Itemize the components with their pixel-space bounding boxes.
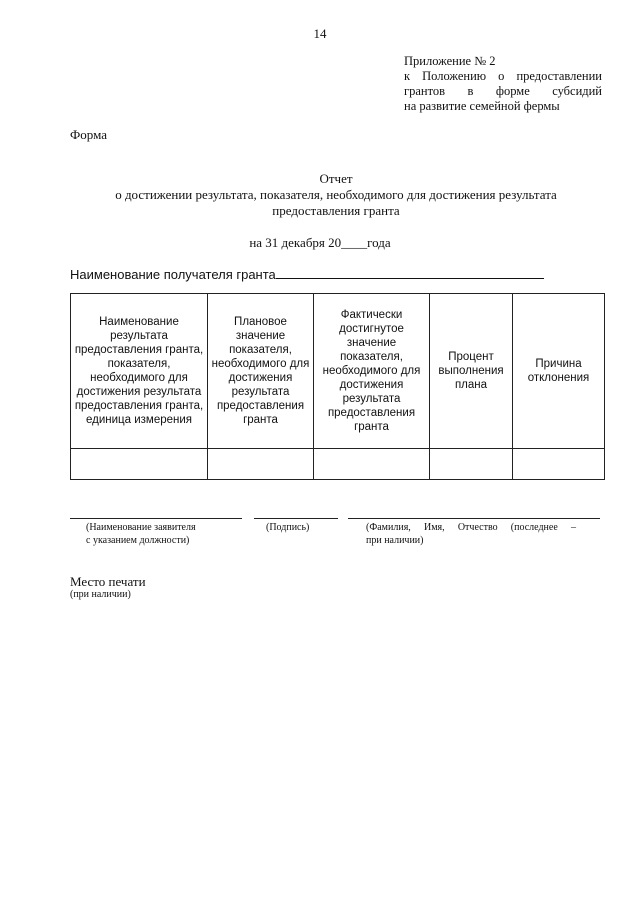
report-title [70, 171, 602, 219]
table-cell[interactable] [71, 449, 208, 480]
appendix-line-3: грантов в форме субсидий [404, 84, 602, 98]
title-line-2: о достижении результата, показателя, необходимого для достижения результата [115, 187, 557, 202]
table-header-cell: Процент выполнения плана [430, 294, 513, 449]
table-header-cell: Фактически достигнутое значение показателя, необходимого для достижения результата предоставления гранта [314, 294, 430, 449]
form-label: Форма [70, 127, 107, 142]
report-table [70, 293, 605, 480]
fio-caption [366, 521, 576, 547]
appendix-line-1: Приложение № 2 [404, 54, 496, 68]
page-number: 14 [313, 26, 327, 41]
table-cell[interactable] [314, 449, 430, 480]
applicant-signature-line[interactable] [70, 518, 242, 519]
seal-note: (при наличии) [70, 589, 131, 600]
seal-label: Место печати [70, 574, 146, 589]
table-cell[interactable] [430, 449, 513, 480]
recipient-row [70, 266, 544, 282]
table-header-cell: Плановое значение показателя, необходимого для достижения результата предоставления гранта [208, 294, 314, 449]
appendix-line-4: на развитие семейной фермы [404, 99, 560, 113]
table-header-row [71, 294, 605, 449]
applicant-caption: (Наименование заявителя с указанием должности) [86, 522, 196, 546]
table-header-cell: Причина отклонения [513, 294, 605, 449]
fio-caption-line-2: при наличии) [366, 535, 424, 546]
recipient-input-line[interactable] [276, 266, 544, 279]
title-line-1: Отчет [319, 171, 353, 186]
table-cell[interactable] [208, 449, 314, 480]
table-header-cell: Наименование результата предоставления гранта, показателя, необходимого для достижения результата предоставления гранта, единица измерения [71, 294, 208, 449]
fio-caption-line-1: (Фамилия, Имя, Отчество (последнее – [366, 522, 576, 533]
appendix-line-2: к Положению о предоставлении [404, 69, 602, 83]
table-row [71, 449, 605, 480]
table-cell[interactable] [513, 449, 605, 480]
recipient-label: Наименование получателя гранта [70, 267, 276, 282]
fio-signature-line[interactable] [348, 518, 600, 519]
title-line-3: предоставления гранта [272, 203, 400, 218]
signature-caption: (Подпись) [266, 522, 310, 533]
report-date-line: на 31 декабря 20____года [249, 235, 391, 250]
signature-line[interactable] [254, 518, 338, 519]
appendix-header [404, 54, 602, 114]
